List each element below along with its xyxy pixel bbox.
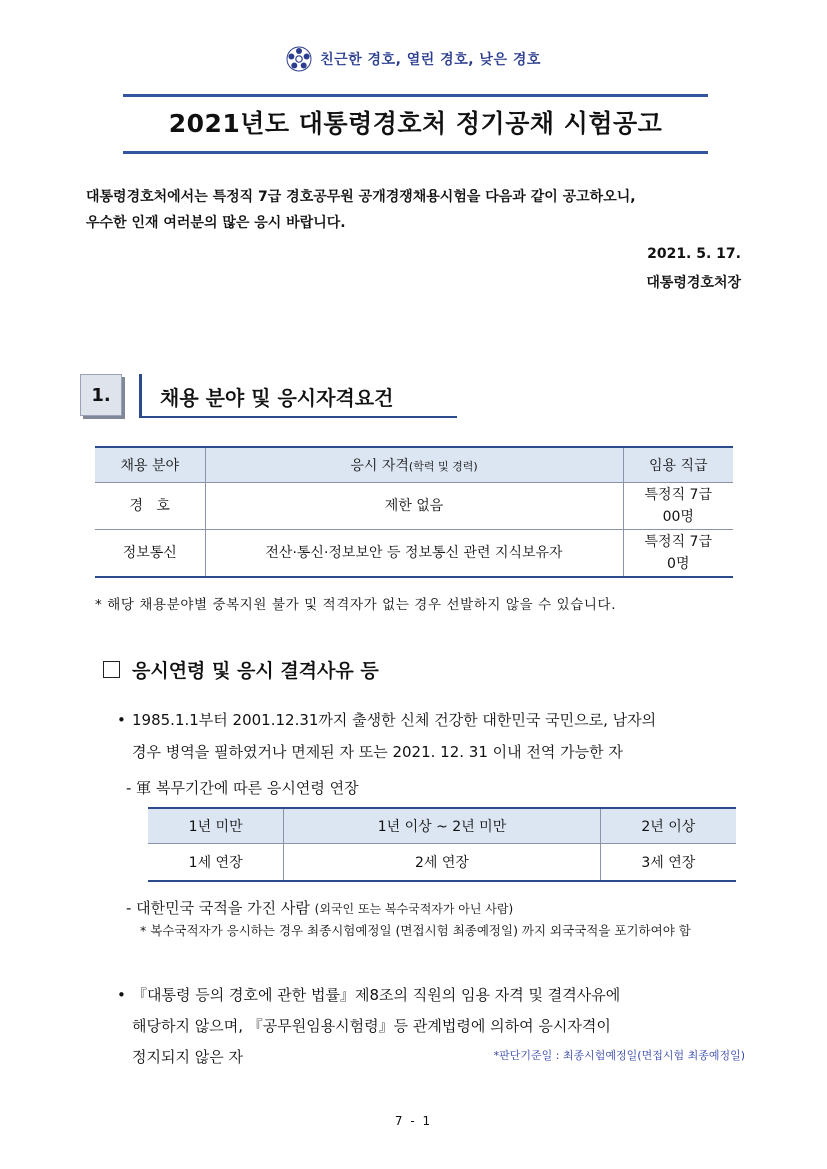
col-header-grade: 임용 직급	[623, 447, 733, 483]
section-bar	[139, 374, 142, 416]
military-extension-label: - 軍 복무기간에 따른 응시연령 연장	[126, 779, 359, 797]
nationality-note: (외국인 또는 복수국적자가 아닌 사람)	[314, 902, 514, 916]
requirements-table	[95, 446, 733, 578]
table-row	[148, 844, 736, 882]
qualification-cell: 전산·통신·정보보안 등 정보통신 관련 지식보유자	[205, 530, 623, 578]
subsection-title: 응시연령 및 응시 결격사유 등	[132, 660, 379, 682]
checkbox-square-icon	[103, 661, 120, 678]
bullet-line: 경우 병역을 필하였거나 면제된 자 또는 2021. 12. 31 이내 전역 가능한 자	[132, 743, 623, 761]
table-note: * 해당 채용분야별 중복지원 불가 및 적격자가 없는 경우 선발하지 않을 수 있습니다.	[95, 597, 617, 613]
page-number: 7 - 1	[394, 1114, 433, 1128]
table-header-row	[95, 447, 733, 483]
announcement-date: 2021. 5. 17.	[647, 246, 741, 262]
nationality-requirement: - 대한민국 국적을 가진 사람 (외국인 또는 복수국적자가 아닌 사람)	[126, 899, 514, 917]
dual-nationality-note: * 복수국적자가 응시하는 경우 최종시험예정일 (면접시험 최종예정일) 까지 외국국적을 포기하여야 함	[140, 923, 691, 938]
table-cell: 3세 연장	[600, 844, 736, 882]
table-row	[95, 530, 733, 578]
bullet-line: 정지되지 않은 자	[132, 1048, 243, 1066]
table-header-row	[148, 808, 736, 844]
slogan-text: 친근한 경호, 열린 경호, 낮은 경호	[320, 52, 541, 68]
title-bottom-rule	[123, 151, 708, 154]
col-header-qualification: 응시 자격(학력 및 경력)	[205, 447, 623, 483]
table-cell: 2세 연장	[284, 844, 600, 882]
table-row	[95, 483, 733, 530]
grade-cell: 특정직 7급 0명	[623, 530, 733, 578]
col-header: 2년 이상	[600, 808, 736, 844]
page-title: 2021년도 대통령경호처 정기공채 시험공고	[168, 109, 663, 138]
intro-paragraph	[86, 184, 751, 236]
qualification-cell: 제한 없음	[205, 483, 623, 530]
age-extension-table	[148, 807, 736, 882]
section-title: 채용 분야 및 응시자격요건	[160, 386, 394, 410]
table-cell: 1세 연장	[148, 844, 284, 882]
subsection-heading	[103, 656, 379, 683]
bullet-dot-icon: •	[117, 986, 126, 1004]
header-slogan	[0, 44, 827, 74]
section-number: 1.	[80, 374, 122, 416]
bullet-age-eligibility	[117, 704, 757, 768]
col-header: 1년 미만	[148, 808, 284, 844]
bullet-dot-icon: •	[117, 711, 126, 729]
title-top-rule	[123, 94, 708, 97]
bullet-line: 해당하지 않으며, 『공무원임용시험령』등 관계법령에 의하여 응시자격이	[132, 1017, 611, 1035]
field-cell: 경 호	[95, 483, 205, 530]
emblem-icon	[286, 46, 312, 72]
bullet-line: 1985.1.1부터 2001.12.31까지 출생한 신체 건강한 대한민국 국민으로, 남자의	[132, 711, 657, 729]
issuer-name: 대통령경호처장	[646, 275, 741, 291]
intro-line-1: 대통령경호처에서는 특정직 7급 경호공무원 공개경쟁채용시험을 다음과 같이 공고하오니,	[86, 189, 636, 205]
section-underline	[139, 416, 457, 418]
field-cell: 정보통신	[95, 530, 205, 578]
grade-cell: 특정직 7급 00명	[623, 483, 733, 530]
intro-line-2: 우수한 인재 여러분의 많은 응시 바랍니다.	[86, 215, 346, 231]
judgment-date-footnote: *판단기준일 : 최종시험예정일(면접시험 최종예정일)	[493, 1049, 745, 1062]
col-header: 1년 이상 ~ 2년 미만	[284, 808, 600, 844]
bullet-line: 『대통령 등의 경호에 관한 법률』제8조의 직원의 임용 자격 및 결격사유에	[132, 986, 621, 1004]
col-header-field: 채용 분야	[95, 447, 205, 483]
